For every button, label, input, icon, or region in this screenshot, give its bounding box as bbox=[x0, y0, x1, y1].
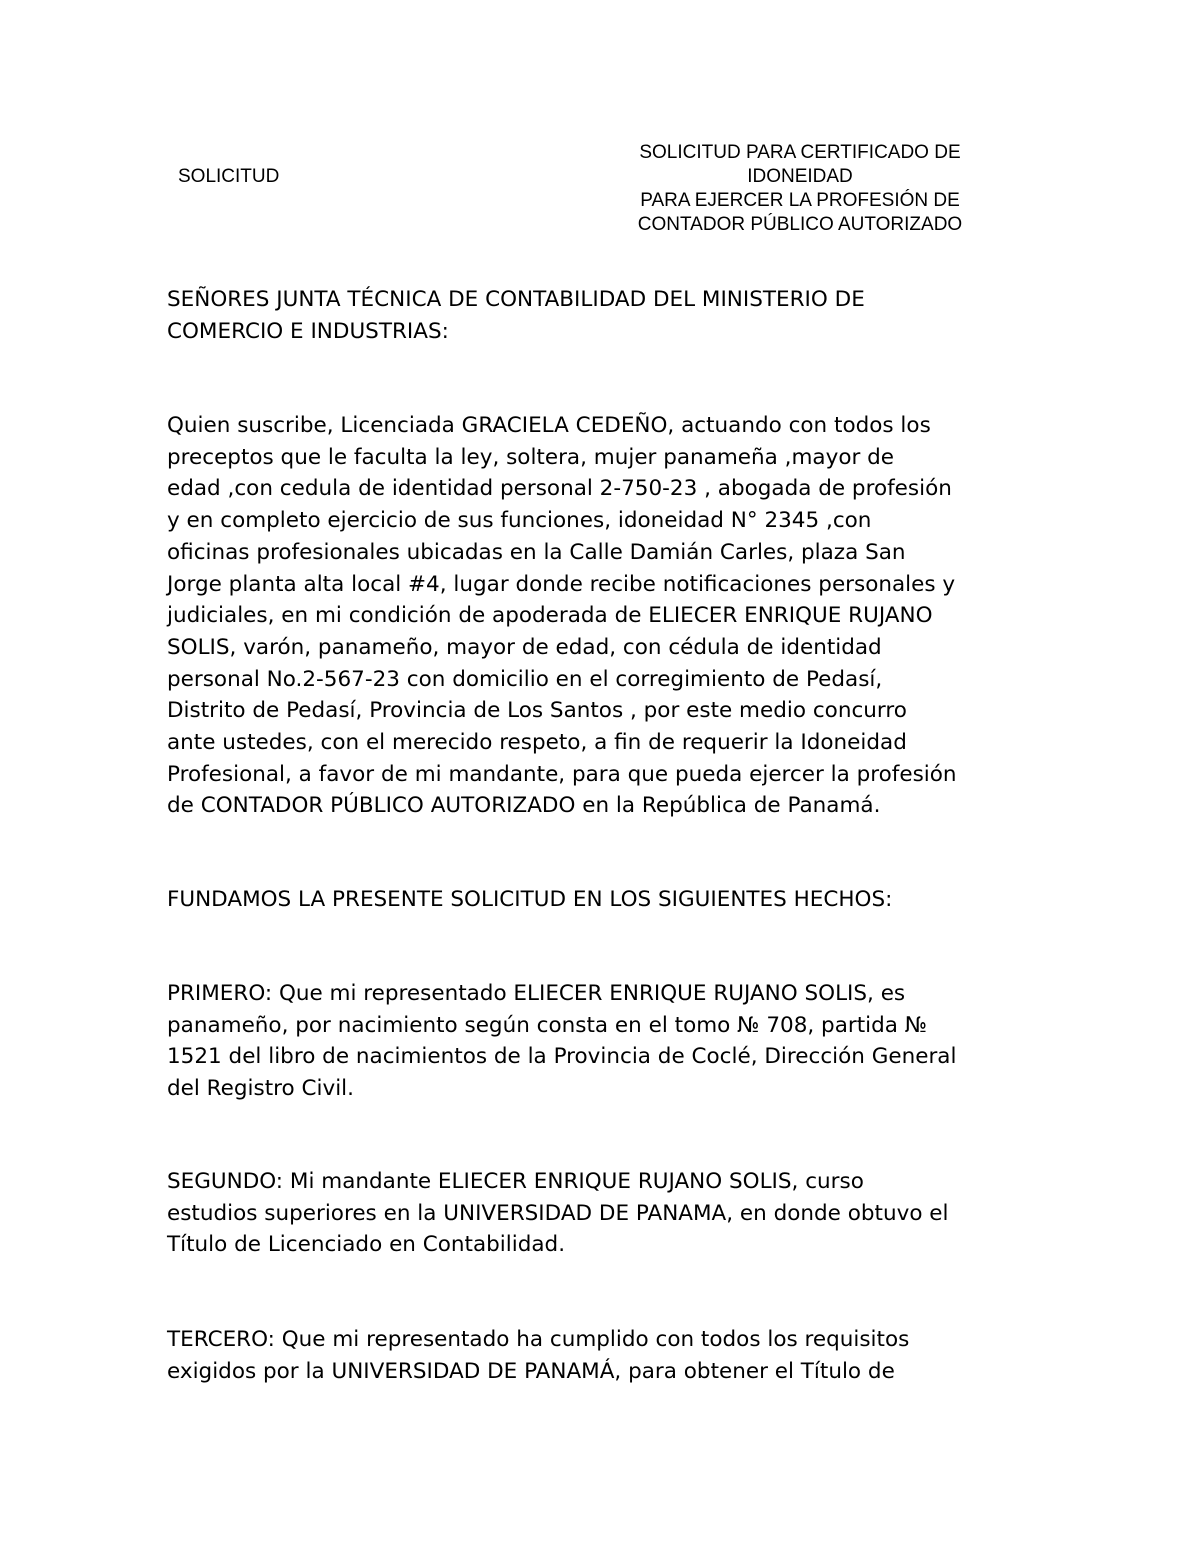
first-fact-paragraph bbox=[167, 978, 1047, 1105]
text-line: ante ustedes, con el merecido respeto, a fin de requerir la Idoneidad bbox=[167, 730, 907, 756]
text-line: panameño, por nacimiento según consta en el tomo № 708, partida № bbox=[167, 1012, 928, 1038]
header-title-line: SOLICITUD PARA CERTIFICADO DE bbox=[639, 142, 961, 163]
third-fact-paragraph bbox=[167, 1324, 1047, 1387]
header-title-line: IDONEIDAD bbox=[747, 166, 853, 187]
text-line: personal No.2-567-23 con domicilio en el corregimiento de Pedasí, bbox=[167, 666, 883, 692]
text-line: de CONTADOR PÚBLICO AUTORIZADO en la República de Panamá. bbox=[167, 793, 881, 819]
text-line: y en completo ejercicio de sus funciones, idoneidad N° 2345 ,con bbox=[167, 508, 872, 534]
header-title-line: CONTADOR PÚBLICO AUTORIZADO bbox=[637, 214, 963, 235]
text-line: exigidos por la UNIVERSIDAD DE PANAMÁ, para obtener el Título de bbox=[167, 1358, 895, 1384]
text-line: SEÑORES JUNTA TÉCNICA DE CONTABILIDAD DEL MINISTERIO DE bbox=[167, 287, 865, 312]
header-right-title bbox=[590, 141, 1010, 237]
text-line: FUNDAMOS LA PRESENTE SOLICITUD EN LOS SIGUIENTES HECHOS: bbox=[167, 887, 893, 912]
text-line: preceptos que le faculta la ley, soltera, mujer panameña ,mayor de bbox=[167, 444, 895, 470]
text-line: 1521 del libro de nacimientos de la Provincia de Coclé, Dirección General bbox=[167, 1044, 957, 1070]
addressee-paragraph bbox=[167, 284, 1047, 347]
facts-heading bbox=[167, 884, 1047, 916]
text-line: Profesional, a favor de mi mandante, para que pueda ejercer la profesión bbox=[167, 761, 957, 787]
text-line: SOLIS, varón, panameño, mayor de edad, con cédula de identidad bbox=[167, 634, 882, 660]
text-line: Jorge planta alta local #4, lugar donde recibe notificaciones personales y bbox=[167, 571, 956, 597]
text-line: del Registro Civil. bbox=[167, 1076, 354, 1102]
header-left-label: SOLICITUD bbox=[178, 166, 280, 187]
text-line: Distrito de Pedasí, Provincia de Los Santos , por este medio concurro bbox=[167, 698, 907, 724]
text-line: TERCERO: Que mi representado ha cumplido con todos los requisitos bbox=[167, 1327, 910, 1352]
text-line: edad ,con cedula de identidad personal 2-750-23 , abogada de profesión bbox=[167, 476, 952, 502]
text-line: judiciales, en mi condición de apoderada de ELIECER ENRIQUE RUJANO bbox=[167, 603, 933, 629]
text-line: Título de Licenciado en Contabilidad. bbox=[167, 1232, 566, 1258]
intro-paragraph bbox=[167, 410, 1047, 822]
header-title-line: PARA EJERCER LA PROFESIÓN DE bbox=[640, 190, 960, 211]
second-fact-paragraph bbox=[167, 1166, 1047, 1261]
text-line: COMERCIO E INDUSTRIAS: bbox=[167, 318, 449, 344]
text-line: estudios superiores en la UNIVERSIDAD DE PANAMA, en donde obtuvo el bbox=[167, 1200, 949, 1226]
text-line: oficinas profesionales ubicadas en la Calle Damián Carles, plaza San bbox=[167, 539, 906, 565]
text-line: PRIMERO: Que mi representado ELIECER ENRIQUE RUJANO SOLIS, es bbox=[167, 981, 906, 1006]
text-line: Quien suscribe, Licenciada GRACIELA CEDEÑO, actuando con todos los bbox=[167, 413, 931, 438]
text-line: SEGUNDO: Mi mandante ELIECER ENRIQUE RUJANO SOLIS, curso bbox=[167, 1169, 864, 1194]
